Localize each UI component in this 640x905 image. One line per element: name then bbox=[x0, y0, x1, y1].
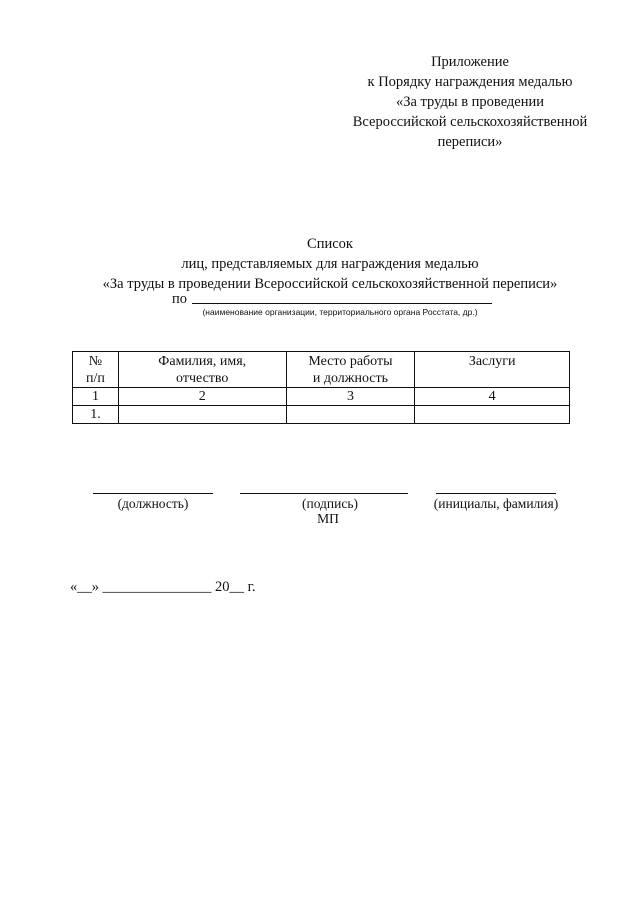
document-title bbox=[60, 234, 600, 294]
name-caption: (инициалы, фамилия) bbox=[433, 496, 559, 511]
table-number-row bbox=[73, 388, 570, 406]
column-number: 1 bbox=[73, 388, 119, 406]
column-number: 2 bbox=[118, 388, 286, 406]
position-caption: (должность) bbox=[117, 496, 189, 511]
organization-fill-line bbox=[192, 303, 492, 304]
signature-line bbox=[240, 493, 408, 494]
appendix-line: Всероссийской сельскохозяйственной bbox=[352, 114, 588, 130]
column-number: 4 bbox=[415, 388, 570, 406]
nominees-table bbox=[72, 351, 570, 424]
table-cell[interactable] bbox=[415, 406, 570, 424]
organization-hint: (наименование организации, территориального органа Росстата, др.) bbox=[202, 307, 478, 317]
header-workplace: Место работы и должность bbox=[286, 352, 415, 388]
appendix-line: «За труды в проведении bbox=[395, 94, 545, 110]
title-line: лиц, представляемых для награждения медалью bbox=[181, 256, 479, 272]
po-label: по bbox=[172, 291, 188, 307]
table-row bbox=[73, 406, 570, 424]
title-line: «За труды в проведении Всероссийской сельскохозяйственной переписи» bbox=[102, 276, 558, 292]
stamp-place-label: МП bbox=[317, 511, 339, 526]
name-signature-line bbox=[436, 493, 556, 494]
signature-caption: (подпись) bbox=[301, 496, 359, 511]
table-cell[interactable]: 1. bbox=[73, 406, 119, 424]
table-cell[interactable] bbox=[286, 406, 415, 424]
title-heading: Список bbox=[307, 236, 353, 252]
header-number: № п/п bbox=[73, 352, 119, 388]
header-full-name: Фамилия, имя, отчество bbox=[118, 352, 286, 388]
column-number: 3 bbox=[286, 388, 415, 406]
appendix-header bbox=[320, 52, 620, 152]
table-header-row bbox=[73, 352, 570, 388]
table-cell[interactable] bbox=[118, 406, 286, 424]
header-merits: Заслуги bbox=[415, 352, 570, 388]
appendix-line: к Порядку награждения медалью bbox=[367, 74, 573, 90]
appendix-line: переписи» bbox=[437, 134, 503, 150]
date-line: «__» _______________ 20__ г. bbox=[70, 579, 256, 595]
appendix-line: Приложение bbox=[431, 54, 509, 70]
position-signature-line bbox=[93, 493, 213, 494]
